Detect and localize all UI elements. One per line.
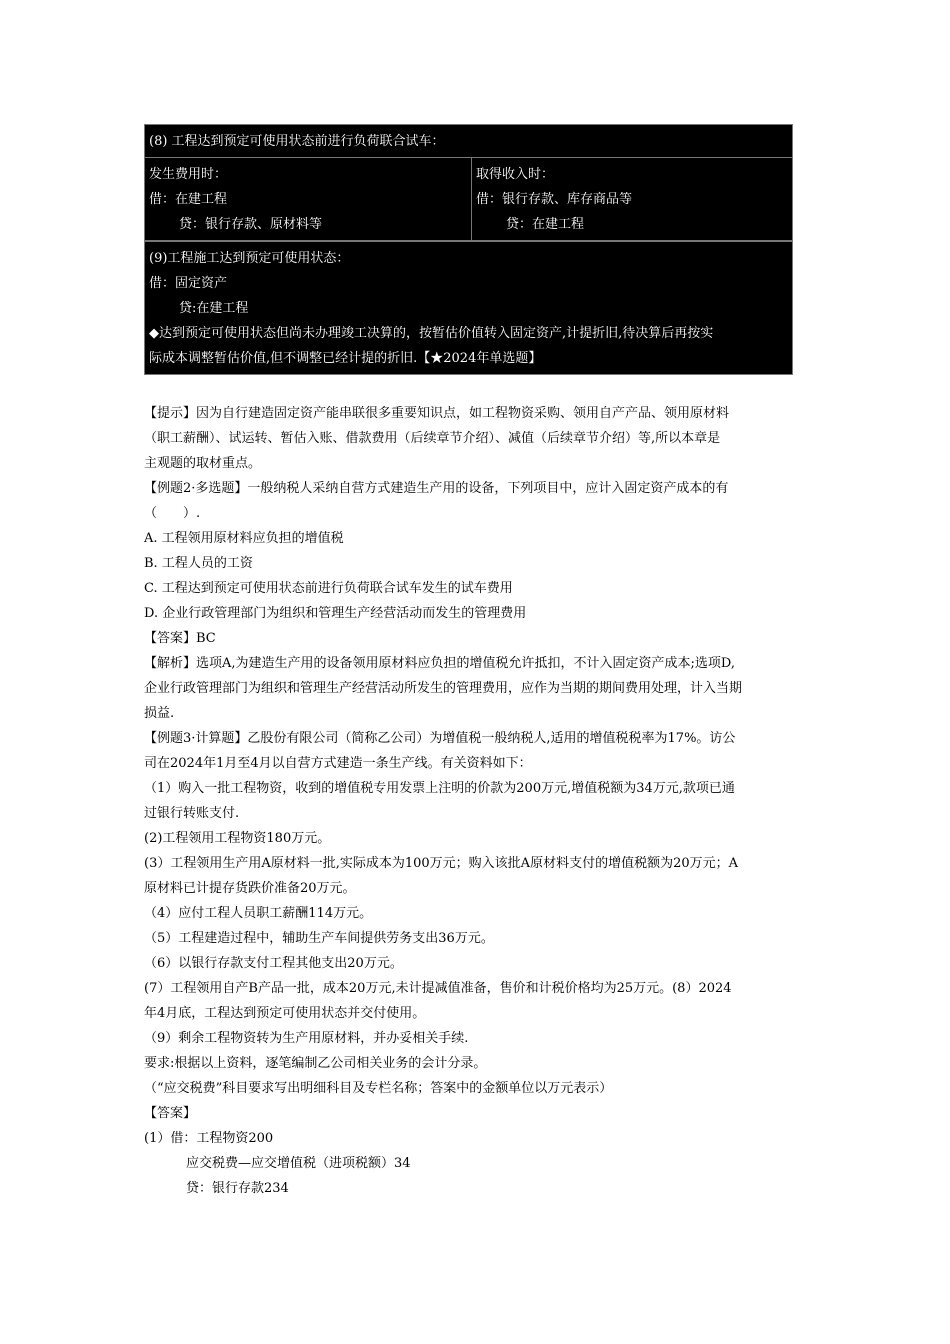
example3-line: 过银行转账支付.	[144, 806, 240, 821]
expense-label: 发生费用时：	[149, 167, 228, 182]
option-b: B. 工程人员的工资	[144, 556, 253, 571]
box2-note-line1: ◆达到预定可使用状态但尚未办理竣工决算的，按暂估价值转入固定资产,计提折旧,待决算后再按实	[149, 326, 714, 341]
answer-entry-debit: (1）借：工程物资200	[144, 1131, 274, 1146]
example3-line: (2)工程领用工程物资180万元。	[144, 831, 331, 846]
example3-line: （9）剩余工程物资转为生产用原材料，并办妥相关手续.	[144, 1031, 469, 1046]
example3-line: (3）工程领用生产用A原材料一批,实际成本为100万元；购入该批A原材料支付的增值税额为20万元；A	[144, 856, 738, 871]
example2-analysis: 企业行政管理部门为组织和管理生产经营活动所发生的管理费用，应作为当期的期间费用处理，计入当期	[144, 681, 743, 696]
hint-line: （职工薪酬）、试运转、暂估入账、借款费用（后续章节介绍）、减值（后续章节介绍）等,所以本章是	[144, 431, 721, 446]
example3-line: 要求:根据以上资料，逐笔编制乙公司相关业务的会计分录。	[144, 1056, 487, 1071]
box-header: (8) 工程达到预定可使用状态前进行负荷联合试车：	[145, 125, 792, 158]
box2-debit: 借：固定资产	[149, 276, 228, 291]
example2-analysis: 损益.	[144, 706, 175, 721]
expense-column	[145, 158, 472, 240]
example3-line: （“应交税费”科目要求写出明细科目及专栏名称；答案中的金额单位以万元表示）	[144, 1081, 613, 1096]
example3-line: 【例题3·计算题】乙股份有限公司（简称乙公司）为增值税一般纳税人,适用的增值税税率为17%。访公	[144, 731, 736, 746]
example3-answer-label: 【答案】	[144, 1106, 197, 1121]
example3-line: 原材料已计提存货跌价准备20万元。	[144, 881, 356, 896]
box2-credit: 贷:在建工程	[179, 301, 249, 316]
hint-line: 【提示】因为自行建造固定资产能串联很多重要知识点，如工程物资采购、领用自产产品、领用原材料	[144, 406, 730, 421]
example3-line: 年4月底，工程达到预定可使用状态并交付使用。	[144, 1006, 426, 1021]
entry-box-9	[144, 241, 793, 375]
expense-credit: 贷：银行存款、原材料等	[179, 217, 323, 232]
example3-line: (7）工程领用自产B产品一批，成本20万元,未计提减值准备，售价和计税价格均为25万元。(8）2024	[144, 981, 732, 996]
example2-question: （ ）.	[144, 506, 201, 521]
answer-entry-credit: 贷：银行存款234	[186, 1181, 289, 1196]
income-debit: 借：银行存款、库存商品等	[476, 192, 633, 207]
example3-line: （4）应付工程人员职工薪酬114万元。	[144, 906, 373, 921]
example2-question: 【例题2·多选题】一般纳税人采纳自营方式建造生产用的设备，下列项目中，应计入固定资产成本的有	[144, 481, 729, 496]
example3-line: （5）工程建造过程中，辅助生产车间提供劳务支出36万元。	[144, 931, 494, 946]
income-column	[472, 158, 792, 240]
income-credit: 贷：在建工程	[506, 217, 585, 232]
option-a: A. 工程领用原材料应负担的增值税	[144, 531, 344, 546]
example3-line: （1）购入一批工程物资，收到的增值税专用发票上注明的价款为200万元,增值税额为34万元,款项已通	[144, 781, 735, 796]
option-d: D. 企业行政管理部门为组织和管理生产经营活动而发生的管理费用	[144, 606, 527, 621]
box2-note-line2: 际成本调整暂估价值,但不调整已经计提的折旧.【★2024年单选题】	[149, 351, 542, 366]
example2-answer: 【答案】BC	[144, 631, 216, 646]
example3-line: 司在2024年1月至4月以自营方式建造一条生产线。有关资料如下：	[144, 756, 532, 771]
income-label: 取得收入时：	[476, 167, 555, 182]
entry-box-8	[144, 124, 793, 241]
box2-title: (9)工程施工达到预定可使用状态：	[149, 251, 350, 266]
expense-debit: 借：在建工程	[149, 192, 228, 207]
document-body	[144, 401, 810, 1201]
example3-line: （6）以银行存款支付工程其他支出20万元。	[144, 956, 403, 971]
hint-line: 主观题的取材重点。	[144, 456, 262, 471]
example2-analysis: 【解析】选项A,为建造生产用的设备领用原材料应负担的增值税允许抵扣，不计入固定资产成本;选项D,	[144, 656, 735, 671]
answer-entry-debit-tax: 应交税费—应交增值税（进项税额）34	[186, 1156, 411, 1171]
option-c: C. 工程达到预定可使用状态前进行负荷联合试车发生的试车费用	[144, 581, 513, 596]
